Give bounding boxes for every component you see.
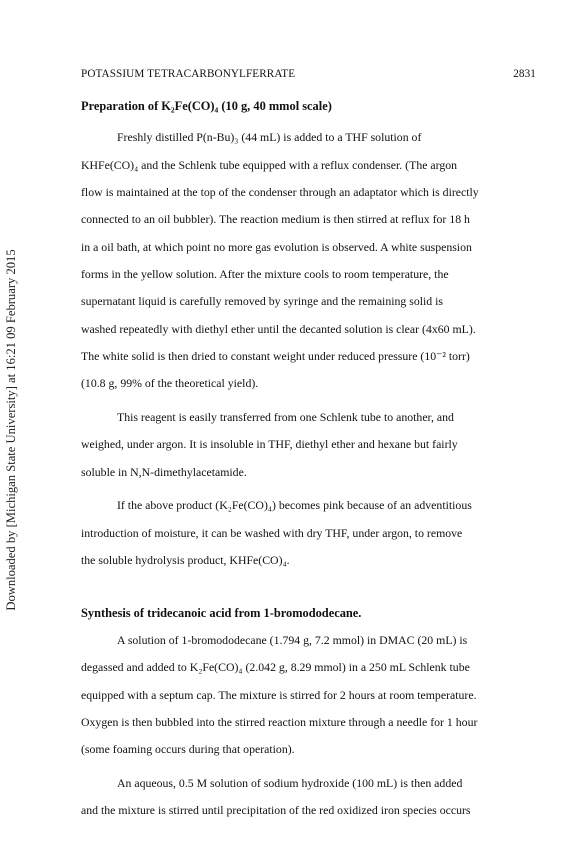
paragraph-line: flow is maintained at the top of the condenser through an adaptator which is directly bbox=[81, 185, 479, 199]
paragraph-line: Freshly distilled P(n-Bu)₃ (44 mL) is added to a THF solution of bbox=[117, 130, 422, 144]
paragraph-line: connected to an oil bubbler). The reaction medium is then stirred at reflux for 18 h bbox=[81, 212, 470, 226]
paragraph-line: KHFe(CO)₄ and the Schlenk tube equipped with a reflux condenser. (The argon bbox=[81, 158, 458, 172]
paragraph-line: soluble in N,N-dimethylacetamide. bbox=[81, 465, 247, 479]
paragraph-line: forms in the yellow solution. After the mixture cools to room temperature, the bbox=[81, 267, 449, 281]
paragraph-line: degassed and added to K₂Fe(CO)₄ (2.042 g, 8.29 mmol) in a 250 mL Schlenk tube bbox=[81, 660, 470, 674]
paragraph-line: The white solid is then dried to constant weight under reduced pressure (10⁻² torr) bbox=[81, 349, 470, 363]
section-heading-synthesis: Synthesis of tridecanoic acid from 1-bromododecane. bbox=[81, 606, 362, 620]
paragraph-line: An aqueous, 0.5 M solution of sodium hydroxide (100 mL) is then added bbox=[117, 776, 463, 790]
paragraph-line: washed repeatedly with diethyl ether until the decanted solution is clear (4x60 mL). bbox=[81, 322, 476, 336]
section-heading-preparation: Preparation of K₂Fe(CO)₄ (10 g, 40 mmol scale) bbox=[81, 99, 332, 113]
paragraph-line: introduction of moisture, it can be washed with dry THF, under argon, to remove bbox=[81, 526, 463, 540]
download-watermark: Downloaded by [Michigan State University] at 16:21 09 February 2015 bbox=[4, 249, 18, 611]
page-number: 2831 bbox=[513, 68, 536, 80]
paragraph-line: (10.8 g, 99% of the theoretical yield). bbox=[81, 376, 259, 390]
paragraph-line: equipped with a septum cap. The mixture is stirred for 2 hours at room temperature. bbox=[81, 688, 477, 702]
running-title: POTASSIUM TETRACARBONYLFERRATE bbox=[81, 68, 296, 80]
paragraph-line: weighed, under argon. It is insoluble in THF, diethyl ether and hexane but fairly bbox=[81, 437, 458, 451]
paragraph-line: supernatant liquid is carefully removed by syringe and the remaining solid is bbox=[81, 294, 444, 308]
paragraph-line: This reagent is easily transferred from one Schlenk tube to another, and bbox=[117, 410, 454, 424]
paragraph-line: (some foaming occurs during that operation). bbox=[81, 742, 295, 756]
paragraph-line: If the above product (K₂Fe(CO)₄) becomes pink because of an adventitious bbox=[117, 498, 472, 512]
paragraph-line: and the mixture is stirred until precipitation of the red oxidized iron species occurs bbox=[81, 803, 471, 817]
paragraph-line: A solution of 1-bromododecane (1.794 g, 7.2 mmol) in DMAC (20 mL) is bbox=[117, 633, 468, 647]
paragraph-line: Oxygen is then bubbled into the stirred reaction mixture through a needle for 1 hour bbox=[81, 715, 478, 729]
paragraph-line: the soluble hydrolysis product, KHFe(CO)₄. bbox=[81, 553, 290, 567]
paragraph-line: in a oil bath, at which point no more gas evolution is observed. A white suspension bbox=[81, 240, 472, 254]
